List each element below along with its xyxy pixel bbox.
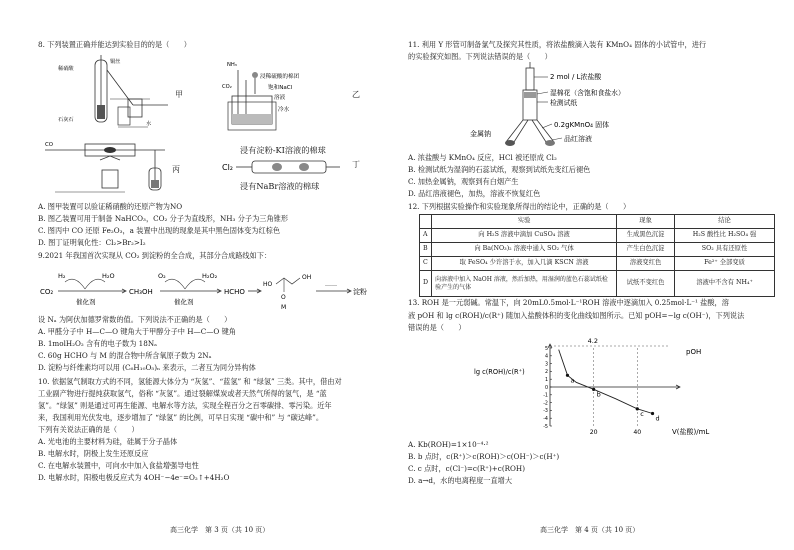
- q11-stem: 11. 利用 Y 形管可制备氯气及探究其性质，将浓盐酸滴入装有 KMnO₄ 固体的小试管中，进行: [408, 40, 707, 49]
- q13-line-1: 13. ROH 是一元弱碱。常温下，向 20mL0.5mol·L⁻¹ROH 溶液中逐滴加入 0.25mol·L⁻¹ 盐酸，溶: [408, 298, 729, 307]
- label-hcl: 2 mol / L浓盐酸: [550, 73, 602, 81]
- q11-option-a: A. 浓盐酸与 KMnO₄ 反应，HCl 被还原成 Cl₂: [408, 153, 557, 162]
- q13-option-a: A. Kb(ROH)=1×10⁻⁴·²: [408, 440, 489, 449]
- burner-bing: [102, 170, 118, 188]
- fig-ding: [222, 156, 347, 180]
- label-kmno4: 0.2gKMnO₄ 固体: [554, 121, 610, 129]
- q8-option-a: A. 图甲装置可以验证稀硝酸的还原产物为NO: [38, 202, 183, 211]
- q11-option-d: D. 品红溶液褪色，加热，溶液不恢复红色: [408, 189, 541, 198]
- label-bing: 丙: [172, 165, 180, 174]
- q13-line-2: 液 pOH 和 lg c(ROH)/c(R⁺) 随加入盐酸体积的变化曲线如图所示。已知 pOH=−lg c(OH⁻)，下列说法: [408, 311, 745, 320]
- chart-point-c: [636, 407, 639, 410]
- table-row: B 向 Ba(NO₃)₂ 溶液中通入 SO₂ 气体 产生白色沉淀 SO₂ 具有还原性: [420, 243, 775, 257]
- chart-y-tick-label: -1: [543, 393, 548, 399]
- svg-text:M: M: [281, 304, 287, 311]
- q10-line-5: 下列有关说法正确的是（ ）: [38, 425, 139, 434]
- label-paper: 检测试纸: [550, 99, 578, 107]
- table-header-row: 实验 现象 结论: [420, 215, 775, 229]
- svg-text:H₂O₂: H₂O₂: [202, 272, 218, 280]
- q12-stem: 12. 下列根据实验操作和实验现象所得出的结论中，正确的是（ ）: [408, 202, 631, 211]
- chart-y-tick-label: -4: [543, 417, 548, 422]
- q8-option-d: D. 图丁证明氧化性：Cl₂>Br₂>I₂: [38, 238, 146, 247]
- q10-option-a: A. 光电池的主要材料为硅，硅属于分子晶体: [38, 437, 178, 446]
- q11-option-c: C. 加热金属钠，观察到有白烟产生: [408, 177, 519, 186]
- q8-option-c: C. 图丙中 CO 还原 Fe₂O₃，a 装置中出现的现象是其中黑色固体变为红棕色: [38, 226, 281, 235]
- svg-text:HO: HO: [263, 281, 273, 288]
- svg-text:H₂: H₂: [58, 272, 66, 280]
- q12-table: [419, 214, 775, 297]
- q10-option-b: B. 电解水时，阴极上发生还原反应: [38, 449, 149, 458]
- q13-option-b: B. b 点时，c(R⁺)＞c(ROH)＞c(OH⁻)＞c(H⁺): [408, 452, 560, 461]
- glass-tube-ding: [252, 161, 326, 173]
- chart-point-label-c: c: [640, 409, 644, 418]
- chart-point-d: [651, 412, 654, 415]
- table-row: D 向溶液中加入 NaOH 溶液，然后加热，用湿润的蓝色石蕊试纸检验产生的气体 试纸不变红色 溶液中不含有 NH₄⁺: [420, 271, 775, 297]
- label-pinred: 品红溶液: [564, 135, 592, 143]
- chart-y-tick-label: 3: [544, 362, 548, 368]
- q10-line-3: 氢”。“绿氢” 则是通过可再生能源、电解水等方法，实现全程百分之百零碳排、零污染。近年: [38, 401, 332, 410]
- chart-y-tick-label: -2: [543, 401, 548, 407]
- liquid-jia: [97, 105, 105, 119]
- q10-line-1: 10. 依据氢气制取方式的不同，氢能源大体分为 “灰氢”、“蓝氢” 和 “绿氢” 三类。其中，借由对: [38, 377, 342, 386]
- q8-option-b: B. 图乙装置可用于制备 NaHCO₃，CO₂ 分子为直线形，NH₃ 分子为三角锥形: [38, 214, 289, 223]
- chart-y-tick-label: -3: [543, 409, 548, 415]
- chart-point-label-a: a: [570, 376, 575, 385]
- chart-point-label-b: b: [596, 390, 601, 399]
- q10-option-c: C. 在电解水装置中，可向水中加入食盐增强导电性: [38, 461, 199, 470]
- svg-text:Cl₂: Cl₂: [222, 163, 234, 172]
- svg-text:CO: CO: [45, 142, 54, 148]
- q13-option-d: D. a→d，水的电离程度一直增大: [408, 476, 513, 485]
- q11-option-b: B. 检测试纸为湿润的石蕊试纸，观察到试纸先变红后褪色: [408, 165, 591, 174]
- q13-chart: [470, 338, 740, 438]
- footer-left: 高三化学 第 3 页（共 10 页）: [170, 526, 270, 534]
- fig-y-tube: [470, 62, 650, 152]
- chart-y-label-right: pOH: [686, 348, 702, 356]
- label-nabr: 浸有NaBr溶液的棉球: [240, 181, 320, 191]
- chart-x-tick-label: 20: [589, 429, 598, 436]
- svg-text:O: O: [281, 294, 286, 301]
- q13-line-3: 错误的是（ ）: [408, 323, 466, 332]
- footer-right: 高三化学 第 4 页（共 10 页）: [540, 526, 640, 534]
- label-stone: 石灰石: [58, 117, 74, 123]
- label-cotton: 湿棉花（含饱和食盐水）: [550, 89, 625, 97]
- q9-option-b: B. 1molH₂O₂ 含有的电子数为 18Nₐ: [38, 339, 157, 348]
- q9-route: [40, 264, 370, 314]
- svg-text:淀粉: 淀粉: [353, 288, 367, 296]
- chart-x-label: V(盐酸)/mL: [672, 428, 710, 436]
- chart-annotation-4-2: 4.2: [587, 337, 598, 345]
- q9-intro: 设 Nₐ 为阿伏加德罗常数的值。下列说法不正确的是（ ）: [38, 315, 232, 324]
- q9-option-d: D. 淀粉与纤维素均可以用 (C₆H₁₀O₅)ₙ 来表示，二者互为同分异构体: [38, 363, 256, 372]
- q10-option-d: D. 电解水时，阳极电极反应式为 4OH⁻−4e⁻=O₂↑+4H₂O: [38, 473, 230, 482]
- table-row: A 向 H₂S 溶液中滴加 CuSO₄ 溶液 生成黑色沉淀 H₂S 酸性比 H₂SO₄ 强: [420, 229, 775, 243]
- q13-option-c: C. c 点时，c(Cl⁻)=c(R⁺)+c(ROH): [408, 464, 526, 473]
- chart-y-tick-label: 2: [544, 370, 548, 376]
- svg-text:OH: OH: [302, 274, 312, 281]
- label-jia: 甲: [175, 90, 183, 99]
- dropper: [526, 68, 534, 90]
- svg-text:CO₂: CO₂: [222, 84, 232, 90]
- q10-line-2: 工业副产物进行提纯获取氢气，俗称 “灰氢”。通过裂解煤炭或者天然气所得的氢气，是 “蓝: [38, 389, 327, 398]
- q11-stem-2: 的实验探究如图。下列说法错误的是（ ）: [408, 52, 552, 61]
- chart-y-tick-label: -5: [543, 424, 548, 430]
- chart-y-tick-label: 0: [544, 385, 548, 391]
- svg-text:CH₃OH: CH₃OH: [129, 288, 153, 296]
- chart-y-tick-label: 4: [544, 354, 548, 360]
- svg-text:饱和NaCl: 饱和NaCl: [268, 85, 293, 91]
- chart-y-tick-label: 1: [544, 378, 548, 383]
- chart-y-label-left: lg c(ROH)/c(R⁺): [474, 368, 525, 376]
- svg-text:O₂: O₂: [158, 272, 166, 280]
- svg-text:CO₂: CO₂: [40, 288, 54, 296]
- q9-stem: 9.2021 年我国首次实现从 CO₂ 到淀粉的全合成，其部分合成路线如下：: [38, 251, 272, 260]
- svg-text:冷水: 冷水: [278, 107, 290, 113]
- label-copper-wire: 铜丝: [110, 59, 121, 65]
- label-dilute-h2so4: 浸稀硫酸的棉团: [260, 74, 300, 80]
- chart-x-tick-label: 40: [633, 429, 642, 436]
- label-dilute-hno3: 稀硝酸: [58, 66, 74, 72]
- label-na: 金属钠: [470, 130, 491, 138]
- label-ding: 丁: [352, 160, 360, 169]
- fig-bing: [45, 138, 185, 198]
- svg-text:H₂O: H₂O: [102, 272, 115, 280]
- svg-text:催化剂: 催化剂: [174, 298, 194, 306]
- svg-text:NH₃: NH₃: [227, 62, 237, 68]
- svg-text:……: ……: [325, 281, 337, 288]
- chart-point-b: [592, 388, 595, 391]
- svg-text:HCHO: HCHO: [224, 288, 245, 296]
- svg-text:催化剂: 催化剂: [76, 298, 96, 306]
- label-water: 水: [146, 121, 152, 127]
- label-yi: 乙: [352, 90, 360, 99]
- q9-option-c: C. 60g HCHO 与 M 的混合物中所含氧原子数为 2Nₐ: [38, 351, 212, 360]
- svg-text:溶液: 溶液: [274, 95, 286, 101]
- label-starch-ki: 浸有淀粉-KI溶液的棉球: [240, 145, 326, 155]
- chart-y-tick-label: 5: [544, 346, 548, 352]
- q9-option-a: A. 甲醛分子中 H—C—O 键角大于甲醇分子中 H—C—O 键角: [38, 327, 236, 336]
- q8-stem: 8. 下列装置正确并能达到实验目的的是（ ）: [38, 40, 191, 49]
- chart-point-a: [566, 374, 569, 377]
- table-row: C 取 FeSO₄ 少许溶于水，加入几滴 KSCN 溶液 溶液变红色 Fe²⁺ 全部变质: [420, 257, 775, 271]
- q10-line-4: 来，我国利用光伏发电，逐步增加了 “绿氢” 的比例，可早日实现 “碳中和” 与 “碳达峰”。: [38, 413, 324, 422]
- chart-point-label-d: d: [655, 414, 660, 423]
- fig-yi: [222, 58, 342, 133]
